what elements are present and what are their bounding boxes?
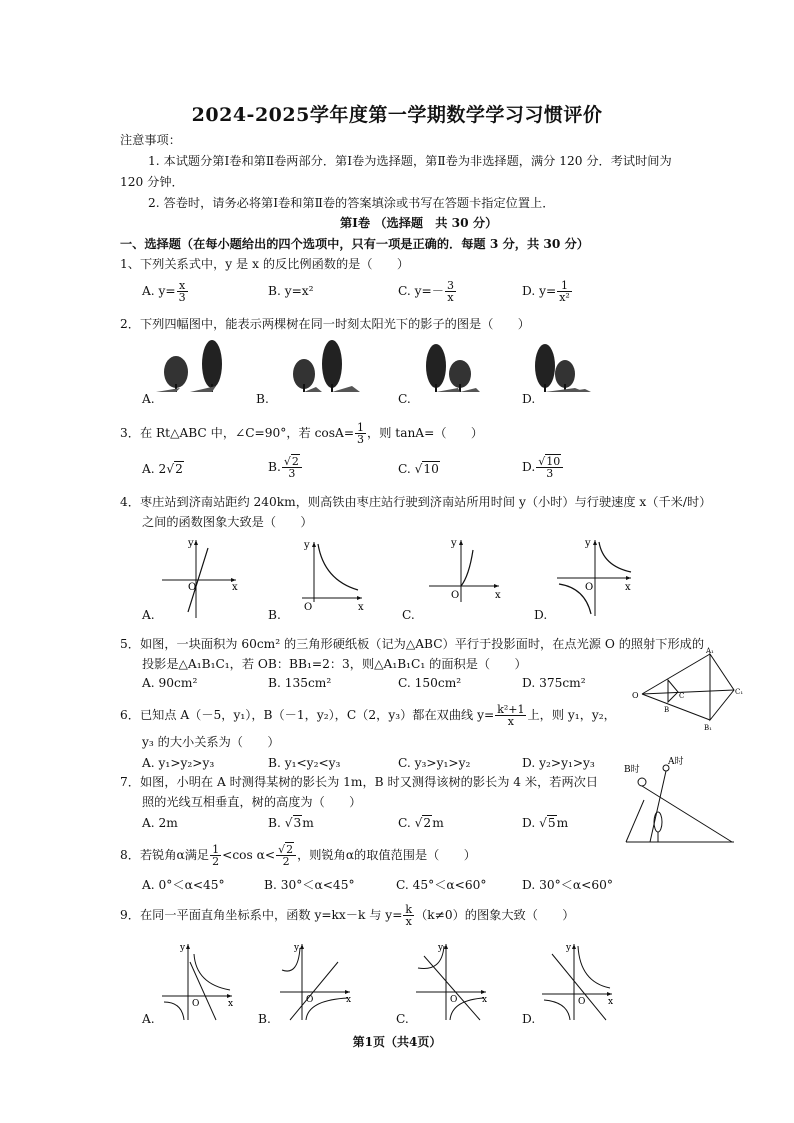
q2-option-d: D. bbox=[522, 392, 536, 406]
svg-text:O: O bbox=[585, 582, 594, 593]
q3-option-a: A. 2√2 bbox=[142, 462, 183, 476]
notice-item-1: 1. 本试题分第Ⅰ卷和第Ⅱ卷两部分．第Ⅰ卷为选择题，第Ⅱ卷为非选择题，满分 120 分．考试时间为 bbox=[148, 154, 672, 168]
svg-text:x: x bbox=[346, 995, 352, 1005]
q2-figure-d bbox=[525, 334, 615, 400]
svg-text:x: x bbox=[495, 590, 501, 601]
q2-option-c: C. bbox=[398, 392, 411, 406]
q4-graph-c bbox=[425, 536, 505, 624]
notice-item-1-cont: 120 分钟． bbox=[120, 175, 184, 189]
q1-option-b: B. y=x² bbox=[268, 284, 314, 298]
svg-text:A时: A时 bbox=[668, 757, 684, 767]
q2-figure-a bbox=[150, 334, 240, 400]
q7-figure bbox=[622, 756, 738, 850]
q2-figure-c bbox=[400, 334, 490, 400]
q5-option-d: D. 375cm² bbox=[522, 676, 586, 690]
q2-option-a: A. bbox=[142, 392, 155, 406]
notice-heading: 注意事项： bbox=[120, 133, 181, 147]
q6-option-a: A. y₁>y₂>y₃ bbox=[142, 756, 215, 770]
q5-stem-cont: 投影是△A₁B₁C₁，若 OB：BB₁=2：3，则△A₁B₁C₁ 的面积是（ ） bbox=[142, 657, 527, 671]
q6-option-c: C. y₃>y₁>y₂ bbox=[398, 756, 471, 770]
q9-option-c: C. bbox=[396, 1012, 409, 1026]
svg-text:O: O bbox=[632, 691, 639, 700]
svg-text:y: y bbox=[294, 943, 300, 953]
q3-stem: 3．在 Rt△ABC 中，∠C=90°，若 cosA= $\frac{1}{3}$ ，则 tanA=（ ） bbox=[120, 421, 484, 446]
svg-text:y: y bbox=[438, 943, 444, 953]
q4-option-a: A. bbox=[142, 608, 155, 622]
svg-text:O: O bbox=[192, 999, 200, 1009]
svg-text:C₁: C₁ bbox=[735, 688, 744, 696]
q4-option-c: C. bbox=[402, 608, 415, 622]
q8-option-a: A. 0°＜α<45° bbox=[142, 878, 225, 892]
svg-text:y: y bbox=[566, 943, 572, 953]
q7-option-b: B. √3m bbox=[268, 816, 314, 830]
q6-option-d: D. y₂>y₁>y₃ bbox=[522, 756, 595, 770]
q1-stem: 1、下列关系式中，y 是 x 的反比例函数的是（ ） bbox=[120, 257, 410, 271]
q3-option-b: B. $\frac{√2}{3}$ bbox=[268, 456, 303, 479]
q7-stem: 7．如图，小明在 A 时测得某树的影长为 1m，B 时又测得该树的影长为 4 米，若两次日 bbox=[120, 775, 599, 789]
svg-text:x: x bbox=[228, 999, 234, 1009]
q4-option-d: D. bbox=[534, 608, 548, 622]
q6-stem: 6．已知点 A（－5，y₁），B（－1，y₂），C（2，y₃）都在双曲线 y= $\frac{\text{k²+1}}{x}$ 上，则 y₁，y₂， bbox=[120, 703, 616, 728]
svg-text:y: y bbox=[304, 540, 310, 551]
q9-graph-d bbox=[540, 940, 616, 1028]
page-footer: 第1页（共4页） bbox=[352, 1035, 442, 1049]
svg-text:y: y bbox=[451, 538, 457, 549]
q1-option-c: C. y=－ $\frac{3}{x}$ bbox=[398, 279, 454, 304]
q8-option-d: D. 30°＜α<60° bbox=[522, 878, 613, 892]
svg-text:y: y bbox=[188, 538, 194, 549]
exam-title: 2024-2025学年度第一学期数学学习习惯评价 bbox=[191, 104, 603, 126]
svg-text:y: y bbox=[585, 538, 591, 549]
q7-option-d: D. √5m bbox=[522, 816, 569, 830]
q6-stem-cont: y₃ 的大小关系为（ ） bbox=[142, 735, 280, 749]
q2-option-b: B. bbox=[256, 392, 269, 406]
q5-option-b: B. 135cm² bbox=[268, 676, 332, 690]
q3-option-d: D. $\frac{√10}{3}$ bbox=[522, 456, 564, 479]
q8-option-b: B. 30°＜α<45° bbox=[264, 878, 355, 892]
svg-text:y: y bbox=[180, 943, 186, 953]
q7-option-c: C. √2m bbox=[398, 816, 444, 830]
q9-option-a: A. bbox=[142, 1012, 155, 1026]
q7-option-a: A. 2m bbox=[142, 816, 178, 830]
svg-text:x: x bbox=[608, 997, 614, 1007]
q8-stem: 8．若锐角α满足 $\frac{1}{2}$ <cos α< $\frac{√2}{2}$ ，则锐角α的取值范围是（ ） bbox=[120, 843, 476, 868]
q5-figure bbox=[632, 646, 742, 736]
notice-item-2: 2. 答卷时，请务必将第Ⅰ卷和第Ⅱ卷的答案填涂或书写在答题卡指定位置上． bbox=[148, 196, 555, 210]
svg-text:O: O bbox=[304, 602, 313, 613]
q4-stem: 4．枣庄站到济南站距约 240km，则高铁由枣庄站行驶到济南站所用时间 y（小时）与行驶速度 x（千米/时） bbox=[120, 495, 712, 509]
svg-text:A₁: A₁ bbox=[706, 647, 714, 655]
q4-graph-d bbox=[555, 536, 635, 624]
q5-option-a: A. 90cm² bbox=[142, 676, 198, 690]
svg-text:x: x bbox=[625, 582, 631, 593]
q4-option-b: B. bbox=[268, 608, 281, 622]
svg-text:B₁: B₁ bbox=[704, 724, 712, 732]
section1-heading: 一、选择题（在每小题给出的四个选项中，只有一项是正确的．每题 3 分，共 30 分） bbox=[120, 237, 589, 251]
svg-text:x: x bbox=[232, 582, 238, 593]
part1-heading: 第Ⅰ卷 （选择题 共 30 分） bbox=[340, 216, 498, 230]
svg-text:O: O bbox=[188, 582, 197, 593]
q5-option-c: C. 150cm² bbox=[398, 676, 462, 690]
svg-text:B时: B时 bbox=[624, 765, 640, 775]
q9-option-d: D. bbox=[522, 1012, 536, 1026]
q8-option-c: C. 45°＜α<60° bbox=[396, 878, 487, 892]
q1-option-a: A. y= $\frac{x}{3}$ bbox=[142, 279, 186, 304]
q9-stem: 9．在同一平面直角坐标系中，函数 y=kx－k 与 y= $\frac{k}{x}$ （k≠0）的图象大致（ ） bbox=[120, 903, 575, 928]
svg-text:C: C bbox=[679, 692, 685, 700]
q4-stem-cont: 之间的函数图象大致是（ ） bbox=[142, 515, 313, 529]
q5-stem: 5．如图，一块面积为 60cm² 的三角形硬纸板（记为△ABC）平行于投影面时，在点光源 O 的照射下形成的 bbox=[120, 637, 705, 651]
q7-stem-cont: 照的光线互相垂直，树的高度为（ ） bbox=[142, 795, 362, 809]
q2-stem: 2．下列四幅图中，能表示两棵树在同一时刻太阳光下的影子的图是（ ） bbox=[120, 317, 530, 331]
q4-graph-b bbox=[290, 536, 370, 624]
q6-option-b: B. y₁<y₂<y₃ bbox=[268, 756, 341, 770]
svg-text:O: O bbox=[578, 997, 586, 1007]
q9-graph-a bbox=[160, 940, 236, 1028]
q2-figure-b bbox=[280, 334, 370, 400]
q9-graph-c bbox=[414, 940, 490, 1028]
svg-text:x: x bbox=[482, 995, 488, 1005]
q9-option-b: B. bbox=[258, 1012, 271, 1026]
svg-text:B: B bbox=[664, 706, 670, 714]
q3-option-c: C. √10 bbox=[398, 462, 439, 476]
svg-text:O: O bbox=[451, 590, 460, 601]
svg-text:O: O bbox=[306, 995, 314, 1005]
svg-text:O: O bbox=[450, 995, 458, 1005]
q4-graph-a bbox=[160, 536, 240, 624]
svg-text:x: x bbox=[358, 602, 364, 613]
q1-option-d: D. y= $\frac{1}{\text{x²}}$ bbox=[522, 279, 570, 304]
q9-graph-b bbox=[278, 940, 354, 1028]
